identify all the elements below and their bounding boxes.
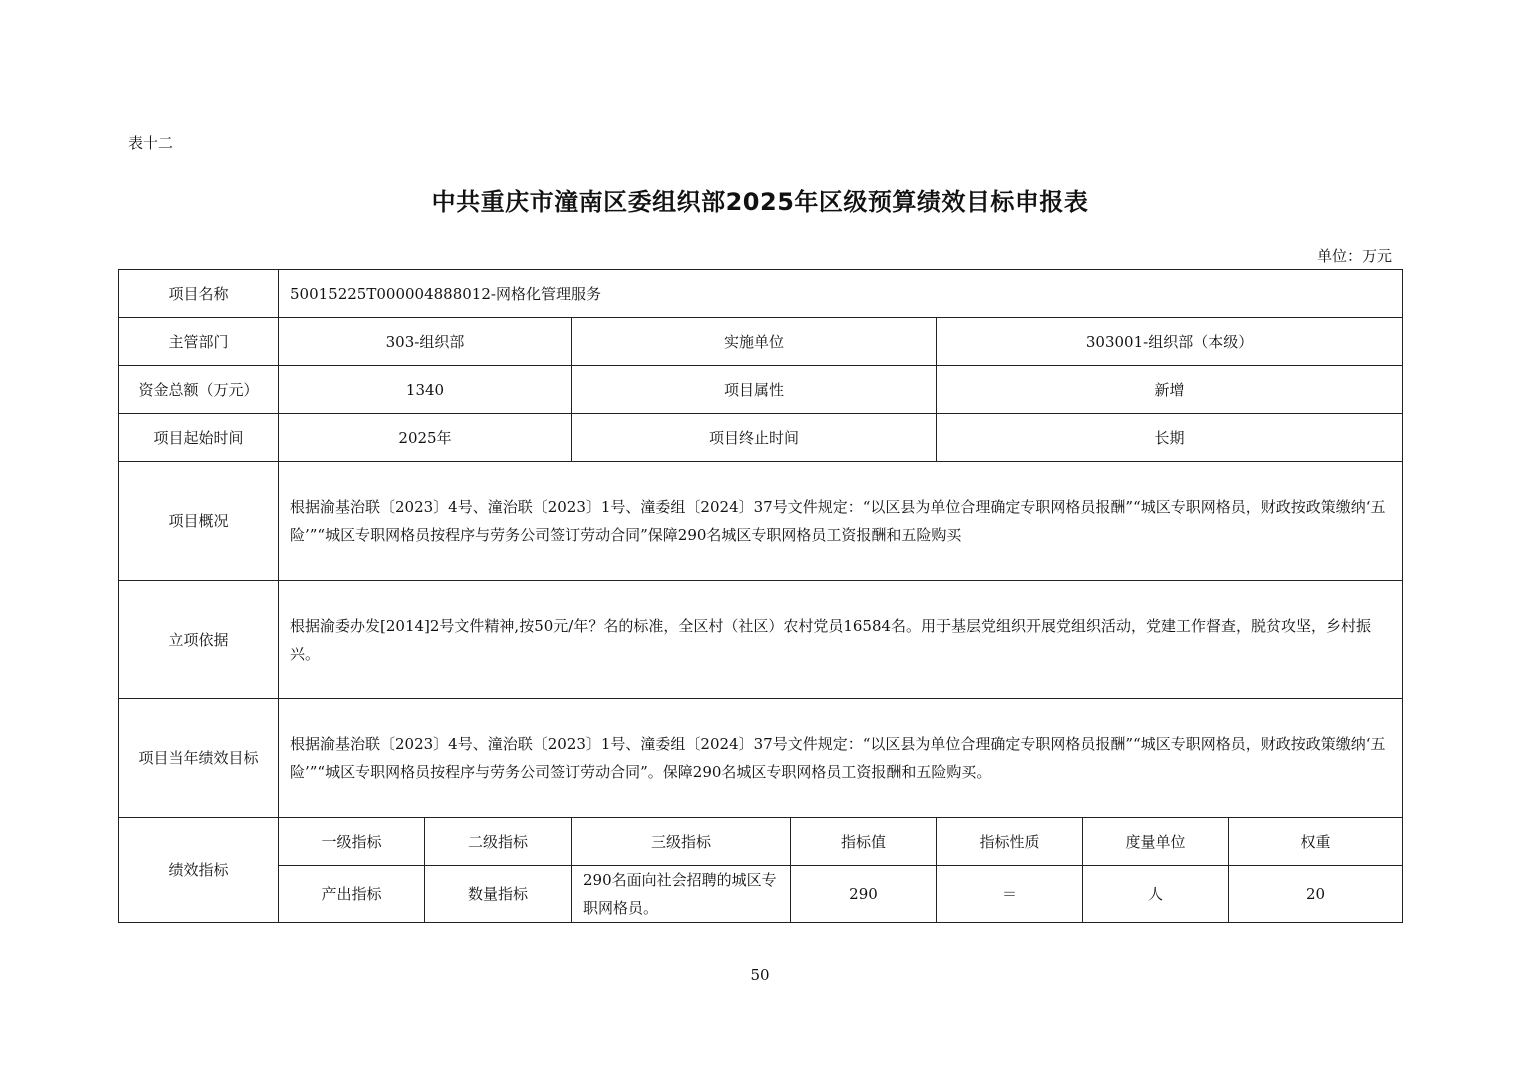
project-attr-label: 项目属性 <box>572 366 937 414</box>
table-row <box>119 414 1403 462</box>
funds-value: 1340 <box>279 366 572 414</box>
table-number-label: 表十二 <box>128 134 174 152</box>
funds-label: 资金总额（万元） <box>119 366 279 414</box>
indicator-header: 指标值 <box>791 818 937 866</box>
indicator-header: 指标性质 <box>937 818 1083 866</box>
dept-label: 主管部门 <box>119 318 279 366</box>
project-name-value: 50015225T000004888012-网格化管理服务 <box>279 270 1403 318</box>
overview-value: 根据渝基治联〔2023〕4号、潼治联〔2023〕1号、潼委组〔2024〕37号文件规定：“以区县为单位合理确定专职网格员报酬”“城区专职网格员，财政按政策缴纳‘五险’”“城区专职网格员按程序与劳务公司签订劳动合同”保障290名城区专职网格员工资报酬和五险购买 <box>279 462 1403 581</box>
budget-target-table <box>118 269 1403 923</box>
indicator-header: 二级指标 <box>425 818 572 866</box>
page-number: 50 <box>750 966 770 984</box>
indicator-cell: 人 <box>1083 866 1229 923</box>
unit-label: 单位：万元 <box>1316 247 1392 265</box>
table-row <box>119 699 1403 818</box>
indicator-cell: 数量指标 <box>425 866 572 923</box>
indicator-header: 度量单位 <box>1083 818 1229 866</box>
impl-unit-label: 实施单位 <box>572 318 937 366</box>
indicator-cell: 290名面向社会招聘的城区专职网格员。 <box>572 866 791 923</box>
table-row <box>119 366 1403 414</box>
goal-value: 根据渝基治联〔2023〕4号、潼治联〔2023〕1号、潼委组〔2024〕37号文件规定：“以区县为单位合理确定专职网格员报酬”“城区专职网格员，财政按政策缴纳‘五险’”“城区专职网格员按程序与劳务公司签订劳动合同”。保障290名城区专职网格员工资报酬和五险购买。 <box>279 699 1403 818</box>
indicator-cell: 产出指标 <box>279 866 425 923</box>
project-name-label: 项目名称 <box>119 270 279 318</box>
goal-label: 项目当年绩效目标 <box>119 699 279 818</box>
overview-label: 项目概况 <box>119 462 279 581</box>
indicator-cell: ＝ <box>937 866 1083 923</box>
table-row <box>119 462 1403 581</box>
indicator-cell: 290 <box>791 866 937 923</box>
end-time-value: 长期 <box>937 414 1403 462</box>
indicators-label: 绩效指标 <box>119 818 279 923</box>
indicator-header: 一级指标 <box>279 818 425 866</box>
basis-value: 根据渝委办发[2014]2号文件精神,按50元/年？名的标准，全区村（社区）农村党员16584名。用于基层党组织开展党组织活动，党建工作督查，脱贫攻坚，乡村振兴。 <box>279 581 1403 699</box>
table-row <box>119 318 1403 366</box>
table-row <box>119 581 1403 699</box>
indicator-header: 权重 <box>1229 818 1403 866</box>
end-time-label: 项目终止时间 <box>572 414 937 462</box>
indicator-header: 三级指标 <box>572 818 791 866</box>
table-row <box>119 270 1403 318</box>
start-time-value: 2025年 <box>279 414 572 462</box>
indicator-cell: 20 <box>1229 866 1403 923</box>
impl-unit-value: 303001-组织部（本级） <box>937 318 1403 366</box>
page-title: 中共重庆市潼南区委组织部2025年区级预算绩效目标申报表 <box>431 188 1089 216</box>
table-row <box>119 866 1403 923</box>
dept-value: 303-组织部 <box>279 318 572 366</box>
start-time-label: 项目起始时间 <box>119 414 279 462</box>
table-row <box>119 818 1403 866</box>
basis-label: 立项依据 <box>119 581 279 699</box>
project-attr-value: 新增 <box>937 366 1403 414</box>
